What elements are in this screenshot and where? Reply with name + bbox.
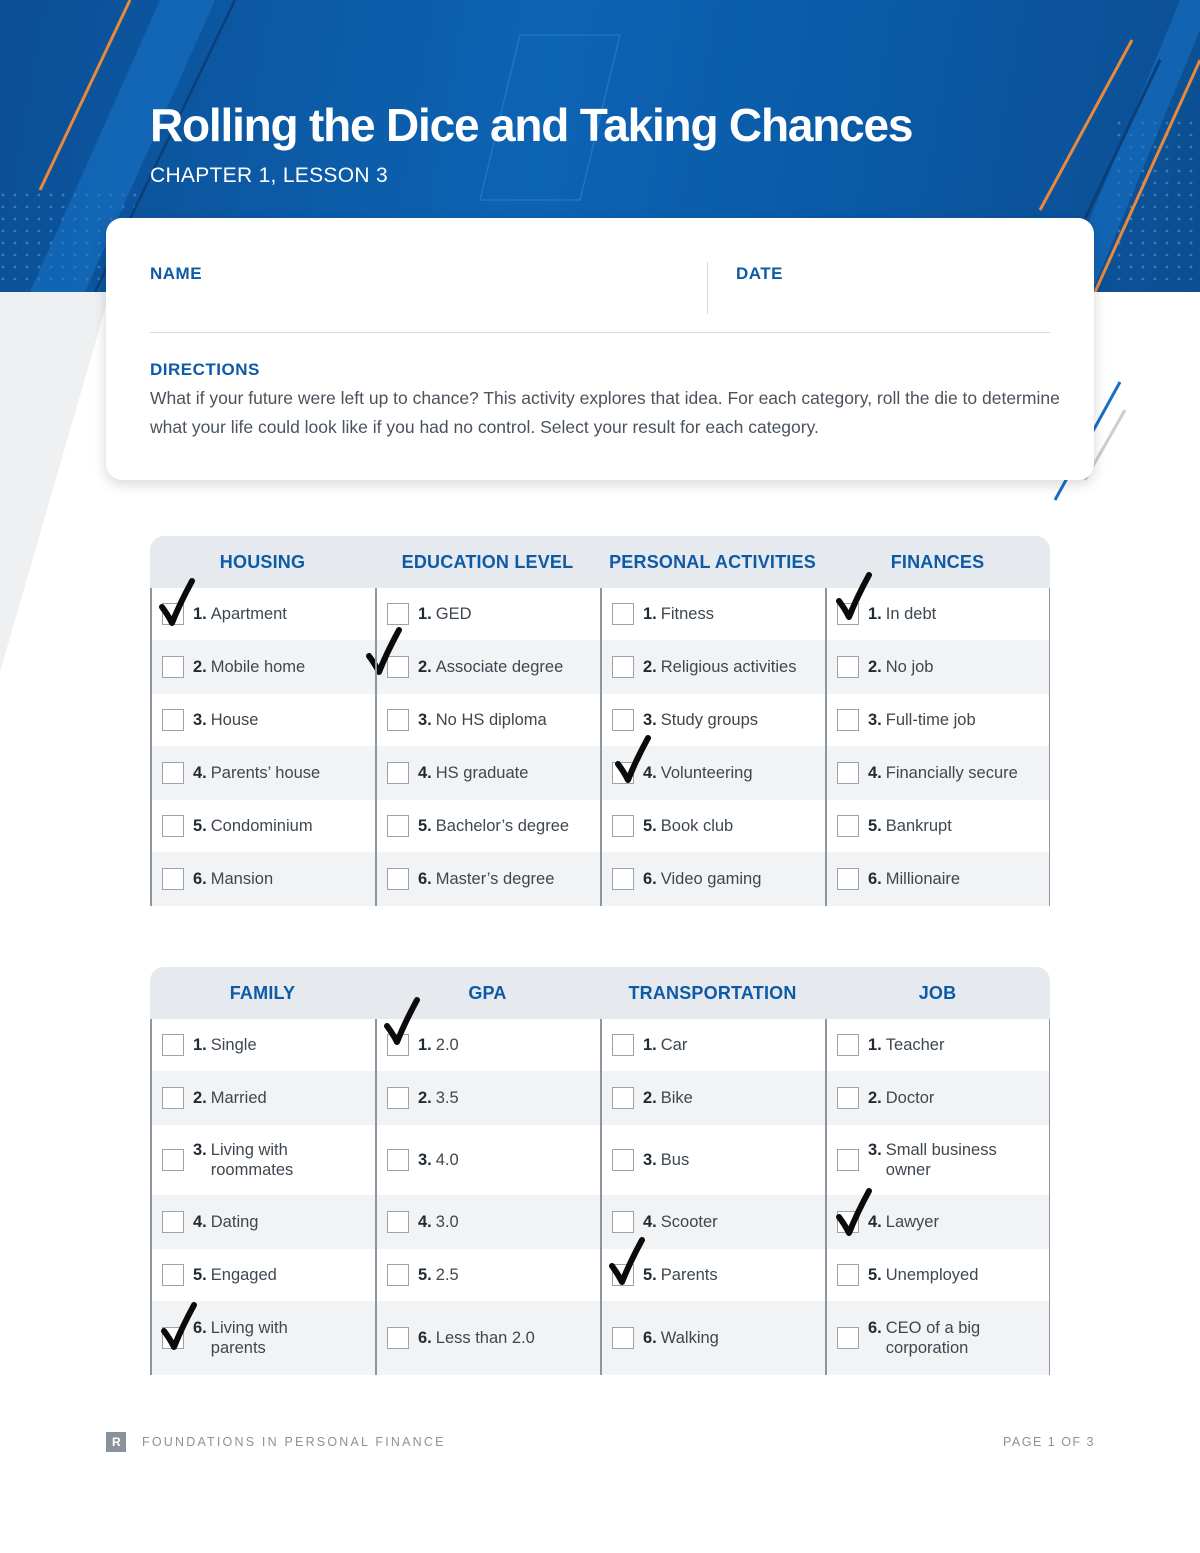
- option-label: In debt: [885, 605, 937, 623]
- option-number: 4.: [643, 764, 657, 782]
- option-checkbox[interactable]: [162, 1034, 184, 1056]
- option-number: 3.: [418, 1151, 432, 1169]
- column-divider: [1049, 588, 1051, 906]
- option-checkbox[interactable]: [162, 1149, 184, 1171]
- option-personal-activities[interactable]: [600, 800, 825, 852]
- option-checkbox[interactable]: [612, 1034, 634, 1056]
- option-label: Small business owner: [885, 1141, 997, 1179]
- category-title-personal-activities: PERSONAL ACTIVITIES: [609, 552, 816, 572]
- option-text: [193, 1212, 258, 1232]
- option-label: Married: [210, 1089, 267, 1107]
- option-number: 6.: [643, 1329, 657, 1347]
- option-number: 5.: [193, 1266, 207, 1284]
- option-housing[interactable]: [150, 694, 375, 746]
- column-divider: [1049, 1019, 1051, 1375]
- option-number: 4.: [193, 764, 207, 782]
- option-text: [643, 869, 761, 889]
- option-number: 3.: [193, 711, 207, 729]
- option-checkbox[interactable]: [612, 815, 634, 837]
- option-text: [418, 1088, 459, 1108]
- option-text: [643, 1328, 719, 1348]
- option-checkbox[interactable]: [387, 815, 409, 837]
- option-label: Religious activities: [660, 658, 797, 676]
- option-checkbox[interactable]: [837, 1149, 859, 1171]
- directions-text: What if your future were left up to chance? This activity explores that idea. For each category, roll the die to determine what your life could look like if you had no control. Select your result for each category.: [150, 388, 1060, 437]
- option-number: 3.: [868, 711, 882, 729]
- option-label: Study groups: [660, 711, 758, 729]
- option-text: [643, 1035, 687, 1055]
- option-number: 1.: [643, 1036, 657, 1054]
- option-number: 2.: [193, 1089, 207, 1107]
- option-number: 4.: [643, 1213, 657, 1231]
- option-text: [868, 816, 952, 836]
- option-checkbox[interactable]: [837, 603, 859, 625]
- option-number: 2.: [868, 658, 882, 676]
- option-checkbox[interactable]: [837, 868, 859, 890]
- option-label: Parents: [660, 1266, 718, 1284]
- option-transportation[interactable]: [600, 1071, 825, 1125]
- option-text: [868, 710, 976, 730]
- option-job[interactable]: [825, 1071, 1050, 1125]
- option-housing[interactable]: [150, 640, 375, 694]
- option-job[interactable]: [825, 1125, 1050, 1195]
- option-checkbox[interactable]: [612, 1327, 634, 1349]
- option-number: 6.: [868, 1319, 882, 1337]
- option-number: 2.: [868, 1089, 882, 1107]
- option-job[interactable]: [825, 1249, 1050, 1301]
- option-checkbox[interactable]: [837, 1087, 859, 1109]
- option-number: 6.: [868, 870, 882, 888]
- option-number: 1.: [643, 605, 657, 623]
- option-label: 3.0: [435, 1213, 459, 1231]
- option-number: 5.: [193, 817, 207, 835]
- option-text: [418, 1328, 535, 1348]
- option-number: 4.: [418, 764, 432, 782]
- page-title: Rolling the Dice and Taking Chances: [150, 99, 913, 151]
- option-label: Apartment: [210, 605, 287, 623]
- date-label: DATE: [736, 264, 784, 283]
- option-checkbox[interactable]: [387, 868, 409, 890]
- option-text: [418, 1265, 459, 1285]
- column-divider: [825, 588, 827, 906]
- option-education-level[interactable]: [375, 588, 600, 640]
- option-text: [868, 1140, 997, 1180]
- option-label: Master’s degree: [435, 870, 555, 888]
- option-gpa[interactable]: [375, 1071, 600, 1125]
- option-gpa[interactable]: [375, 1019, 600, 1071]
- option-number: 4.: [868, 1213, 882, 1231]
- option-number: 4.: [868, 764, 882, 782]
- directions-label: DIRECTIONS: [150, 360, 260, 379]
- option-number: 1.: [418, 1036, 432, 1054]
- option-checkbox[interactable]: [387, 762, 409, 784]
- category-title-finances: FINANCES: [890, 552, 985, 572]
- option-housing[interactable]: [150, 746, 375, 800]
- column-divider: [600, 588, 602, 906]
- field-divider: [707, 262, 708, 314]
- option-label: Book club: [660, 817, 734, 835]
- option-job[interactable]: [825, 1301, 1050, 1375]
- option-checkbox[interactable]: [612, 1264, 634, 1286]
- option-number: 6.: [418, 1329, 432, 1347]
- option-family[interactable]: [150, 1249, 375, 1301]
- option-checkbox[interactable]: [162, 868, 184, 890]
- option-label: Video gaming: [660, 870, 762, 888]
- option-label: House: [210, 711, 259, 729]
- option-transportation[interactable]: [600, 1195, 825, 1249]
- option-number: 4.: [193, 1213, 207, 1231]
- option-family[interactable]: [150, 1301, 375, 1375]
- option-checkbox[interactable]: [162, 815, 184, 837]
- option-personal-activities[interactable]: [600, 694, 825, 746]
- option-label: Full-time job: [885, 711, 976, 729]
- page-subtitle: CHAPTER 1, LESSON 3: [150, 164, 388, 187]
- option-checkbox[interactable]: [162, 762, 184, 784]
- option-checkbox[interactable]: [612, 1087, 634, 1109]
- option-text: [643, 604, 714, 624]
- option-text: [418, 710, 547, 730]
- option-checkbox[interactable]: [387, 1211, 409, 1233]
- option-checkbox[interactable]: [387, 1327, 409, 1349]
- option-finances[interactable]: [825, 640, 1050, 694]
- column-divider: [150, 1019, 152, 1375]
- option-checkbox[interactable]: [612, 656, 634, 678]
- option-education-level[interactable]: [375, 640, 600, 694]
- option-text: [868, 763, 1018, 783]
- column-divider: [375, 588, 377, 906]
- option-checkbox[interactable]: [837, 1327, 859, 1349]
- option-transportation[interactable]: [600, 1019, 825, 1071]
- option-text: [418, 816, 569, 836]
- option-checkbox[interactable]: [162, 1327, 184, 1349]
- option-checkbox[interactable]: [612, 868, 634, 890]
- option-number: 3.: [643, 1151, 657, 1169]
- option-text: [643, 710, 758, 730]
- option-housing[interactable]: [150, 800, 375, 852]
- option-number: 5.: [868, 1266, 882, 1284]
- brand-logo-icon: [106, 1432, 126, 1452]
- option-label: Less than 2.0: [435, 1329, 535, 1347]
- option-gpa[interactable]: [375, 1301, 600, 1375]
- option-education-level[interactable]: [375, 746, 600, 800]
- option-number: 6.: [643, 870, 657, 888]
- option-number: 3.: [868, 1141, 882, 1159]
- option-finances[interactable]: [825, 746, 1050, 800]
- category-table-1: [150, 536, 1050, 906]
- option-checkbox[interactable]: [837, 709, 859, 731]
- option-checkbox[interactable]: [387, 1264, 409, 1286]
- table-header: [150, 967, 1050, 1019]
- option-checkbox[interactable]: [387, 603, 409, 625]
- option-number: 5.: [418, 817, 432, 835]
- option-checkbox[interactable]: [612, 603, 634, 625]
- option-checkbox[interactable]: [387, 656, 409, 678]
- option-label: Mobile home: [210, 658, 306, 676]
- option-label: Bankrupt: [885, 817, 952, 835]
- category-title-education-level: EDUCATION LEVEL: [401, 552, 574, 572]
- option-text: [193, 816, 313, 836]
- option-housing[interactable]: [150, 852, 375, 906]
- option-checkbox[interactable]: [612, 709, 634, 731]
- option-job[interactable]: [825, 1195, 1050, 1249]
- option-number: 3.: [193, 1141, 207, 1159]
- option-education-level[interactable]: [375, 694, 600, 746]
- category-title-gpa: GPA: [468, 983, 507, 1003]
- option-text: [193, 1140, 293, 1180]
- option-text: [193, 869, 273, 889]
- option-label: Dating: [210, 1213, 259, 1231]
- option-checkbox[interactable]: [162, 1211, 184, 1233]
- option-text: [643, 657, 797, 677]
- name-label: NAME: [150, 264, 203, 283]
- column-divider: [825, 1019, 827, 1375]
- option-label: Bus: [660, 1151, 690, 1169]
- option-number: 2.: [643, 1089, 657, 1107]
- option-label: GED: [435, 605, 472, 623]
- option-housing[interactable]: [150, 588, 375, 640]
- option-label: Engaged: [210, 1266, 277, 1284]
- option-gpa[interactable]: [375, 1249, 600, 1301]
- option-number: 1.: [193, 605, 207, 623]
- info-card: [106, 218, 1094, 480]
- option-number: 2.: [418, 658, 432, 676]
- option-text: [868, 1035, 944, 1055]
- option-text: [643, 1212, 718, 1232]
- option-number: 1.: [193, 1036, 207, 1054]
- option-text: [643, 816, 733, 836]
- option-checkbox[interactable]: [612, 1211, 634, 1233]
- option-transportation[interactable]: [600, 1249, 825, 1301]
- option-text: [418, 1035, 459, 1055]
- footer-page-number: PAGE 1 OF 3: [1003, 1435, 1095, 1449]
- option-checkbox[interactable]: [162, 1264, 184, 1286]
- option-label: Fitness: [660, 605, 714, 623]
- option-text: [418, 869, 554, 889]
- card-divider: [150, 332, 1050, 333]
- option-label: 2.0: [435, 1036, 459, 1054]
- option-checkbox[interactable]: [837, 815, 859, 837]
- option-label: No HS diploma: [435, 711, 547, 729]
- option-label: Living with parents: [210, 1319, 288, 1357]
- column-divider: [375, 1019, 377, 1375]
- option-checkbox[interactable]: [162, 603, 184, 625]
- option-family[interactable]: [150, 1125, 375, 1195]
- option-number: 5.: [643, 817, 657, 835]
- option-checkbox[interactable]: [387, 1034, 409, 1056]
- option-family[interactable]: [150, 1019, 375, 1071]
- option-checkbox[interactable]: [837, 656, 859, 678]
- option-finances[interactable]: [825, 852, 1050, 906]
- option-label: Associate degree: [435, 658, 564, 676]
- option-text: [193, 657, 305, 677]
- option-checkbox[interactable]: [387, 1149, 409, 1171]
- option-label: Car: [660, 1036, 688, 1054]
- option-number: 1.: [868, 605, 882, 623]
- option-checkbox[interactable]: [387, 1087, 409, 1109]
- column-divider: [600, 1019, 602, 1375]
- brand-logo-letter: R: [112, 1435, 121, 1449]
- option-family[interactable]: [150, 1195, 375, 1249]
- option-text: [868, 1265, 978, 1285]
- option-number: 3.: [418, 711, 432, 729]
- footer-course-name: FOUNDATIONS IN PERSONAL FINANCE: [142, 1435, 446, 1449]
- option-label: Unemployed: [885, 1266, 979, 1284]
- option-text: [868, 604, 936, 624]
- option-text: [643, 1150, 689, 1170]
- category-title-housing: HOUSING: [219, 552, 306, 572]
- option-label: 3.5: [435, 1089, 459, 1107]
- option-label: 2.5: [435, 1266, 459, 1284]
- option-label: Single: [210, 1036, 257, 1054]
- option-number: 6.: [193, 870, 207, 888]
- column-divider: [150, 588, 152, 906]
- option-label: CEO of a big corporation: [885, 1319, 981, 1357]
- option-checkbox[interactable]: [837, 762, 859, 784]
- table-header: [150, 536, 1050, 588]
- option-checkbox[interactable]: [837, 1211, 859, 1233]
- option-text: [418, 1212, 459, 1232]
- option-text: [418, 604, 472, 624]
- option-number: 1.: [418, 605, 432, 623]
- category-title-transportation: TRANSPORTATION: [628, 983, 797, 1003]
- option-checkbox[interactable]: [837, 1264, 859, 1286]
- option-job[interactable]: [825, 1019, 1050, 1071]
- option-gpa[interactable]: [375, 1195, 600, 1249]
- option-label: No job: [885, 658, 934, 676]
- option-text: [193, 1318, 288, 1358]
- option-transportation[interactable]: [600, 1301, 825, 1375]
- option-number: 2.: [643, 658, 657, 676]
- option-personal-activities[interactable]: [600, 852, 825, 906]
- option-label: Doctor: [885, 1089, 935, 1107]
- option-label: 4.0: [435, 1151, 459, 1169]
- option-personal-activities[interactable]: [600, 640, 825, 694]
- option-text: [418, 657, 563, 677]
- option-checkbox[interactable]: [162, 1087, 184, 1109]
- option-text: [643, 763, 753, 783]
- option-education-level[interactable]: [375, 800, 600, 852]
- option-number: 6.: [193, 1319, 207, 1337]
- option-number: 3.: [643, 711, 657, 729]
- option-checkbox[interactable]: [162, 656, 184, 678]
- option-text: [868, 1088, 934, 1108]
- option-label: HS graduate: [435, 764, 529, 782]
- option-gpa[interactable]: [375, 1125, 600, 1195]
- option-finances[interactable]: [825, 800, 1050, 852]
- option-number: 5.: [868, 817, 882, 835]
- option-personal-activities[interactable]: [600, 588, 825, 640]
- left-wedge-decoration: [0, 292, 110, 692]
- option-number: 5.: [643, 1266, 657, 1284]
- option-text: [643, 1088, 693, 1108]
- option-label: Living with roommates: [210, 1141, 294, 1179]
- option-number: 1.: [868, 1036, 882, 1054]
- category-title-job: JOB: [918, 983, 957, 1003]
- option-transportation[interactable]: [600, 1125, 825, 1195]
- option-checkbox[interactable]: [387, 709, 409, 731]
- option-text: [868, 1318, 980, 1358]
- option-text: [418, 763, 528, 783]
- option-number: 5.: [418, 1266, 432, 1284]
- option-label: Parents’ house: [210, 764, 321, 782]
- option-label: Volunteering: [660, 764, 753, 782]
- option-label: Millionaire: [885, 870, 961, 888]
- option-checkbox[interactable]: [162, 709, 184, 731]
- category-table-2: [150, 967, 1050, 1375]
- option-label: Scooter: [660, 1213, 718, 1231]
- option-checkbox[interactable]: [612, 762, 634, 784]
- option-text: [193, 710, 258, 730]
- option-label: Bachelor’s degree: [435, 817, 570, 835]
- option-number: 6.: [418, 870, 432, 888]
- option-number: 4.: [418, 1213, 432, 1231]
- option-checkbox[interactable]: [612, 1149, 634, 1171]
- option-finances[interactable]: [825, 694, 1050, 746]
- option-label: Lawyer: [885, 1213, 939, 1231]
- option-text: [868, 869, 960, 889]
- option-text: [193, 1035, 257, 1055]
- option-text: [193, 604, 287, 624]
- option-number: 2.: [418, 1089, 432, 1107]
- option-label: Walking: [660, 1329, 719, 1347]
- option-label: Financially secure: [885, 764, 1018, 782]
- option-text: [193, 763, 320, 783]
- option-text: [418, 1150, 459, 1170]
- option-text: [193, 1265, 277, 1285]
- option-number: 2.: [193, 658, 207, 676]
- option-education-level[interactable]: [375, 852, 600, 906]
- option-label: Condominium: [210, 817, 313, 835]
- option-finances[interactable]: [825, 588, 1050, 640]
- option-checkbox[interactable]: [837, 1034, 859, 1056]
- option-label: Mansion: [210, 870, 274, 888]
- category-title-family: FAMILY: [229, 983, 296, 1003]
- option-family[interactable]: [150, 1071, 375, 1125]
- option-text: [868, 657, 933, 677]
- option-label: Bike: [660, 1089, 693, 1107]
- option-label: Teacher: [885, 1036, 945, 1054]
- option-text: [193, 1088, 267, 1108]
- option-personal-activities[interactable]: [600, 746, 825, 800]
- option-text: [643, 1265, 718, 1285]
- option-text: [868, 1212, 939, 1232]
